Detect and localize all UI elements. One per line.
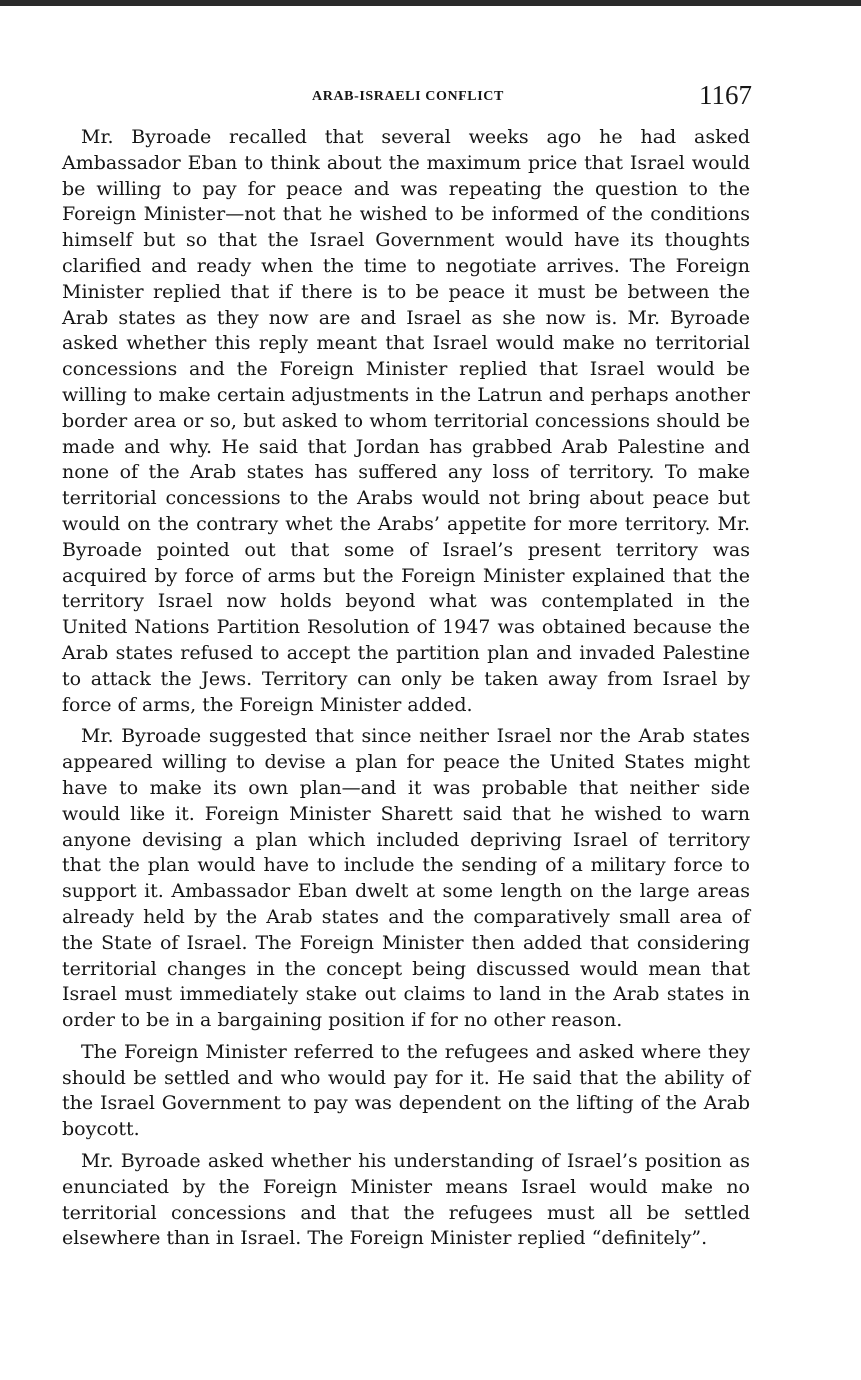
paragraph-4: Mr. Byroade asked whether his understanding of Israel’s position as enunciated by the Foreign Minister means Israel would make no territorial concessions and that the refugees must all be settled elsewhere than in Israel. The Foreign Minister replied “definitely”. (62, 1150, 750, 1250)
page-header (64, 78, 752, 118)
page-top-edge (0, 0, 861, 6)
page-number: 1167 (699, 80, 752, 110)
running-title: ARAB-ISRAELI CONFLICT (312, 89, 504, 104)
paragraph-3: The Foreign Minister referred to the refugees and asked where they should be settled and who would pay for it. He said that the ability of the Israel Government to pay was dependent on the lifting of the Arab boycott. (62, 1040, 750, 1141)
paragraph-2: Mr. Byroade suggested that since neither Israel nor the Arab states appeared willing to devise a plan for peace the United States might have to make its own plan—and it was probable that neither side would like it. Foreign Minister Sharett said that he wished to warn anyone devising a plan which included depriving Israel of territory that the plan would have to include the sending of a military force to support it. Ambassador Eban dwelt at some length on the large areas already held by the Arab states and the comparatively small area of the State of Israel. The Foreign Minister then added that considering territorial changes in the concept being discussed would mean that Israel must immediately stake out claims to land in the Arab states in order to be in a bargaining position if for no other reason. (62, 725, 750, 1032)
document-body (62, 125, 750, 1258)
paragraph-1: Mr. Byroade recalled that several weeks ago he had asked Ambassador Eban to think about the maximum price that Israel would be willing to pay for peace and was repeating the question to the Foreign Minister—not that he wished to be informed of the conditions himself but so that the Israel Government would have its thoughts clarified and ready when the time to negotiate arrives. The Foreign Minister replied that if there is to be peace it must be between the Arab states as they now are and Israel as she now is. Mr. Byroade asked whether this reply meant that Israel would make no territorial concessions and the Foreign Minister replied that Israel would be willing to make certain adjustments in the Latrun and perhaps another border area or so, but asked to whom territorial concessions should be made and why. He said that Jordan has grabbed Arab Palestine and none of the Arab states has suffered any loss of territory. To make territorial concessions to the Arabs would not bring about peace but would on the contrary whet the Arabs’ appetite for more territory. Mr. Byroade pointed out that some of Israel’s present territory was acquired by force of arms but the Foreign Minister explained that the territory Israel now holds beyond what was contemplated in the United Nations Partition Resolution of 1947 was obtained because the Arab states refused to accept the partition plan and invaded Palestine to attack the Jews. Territory can only be taken away from Israel by force of arms, the Foreign Minister added. (62, 126, 750, 716)
